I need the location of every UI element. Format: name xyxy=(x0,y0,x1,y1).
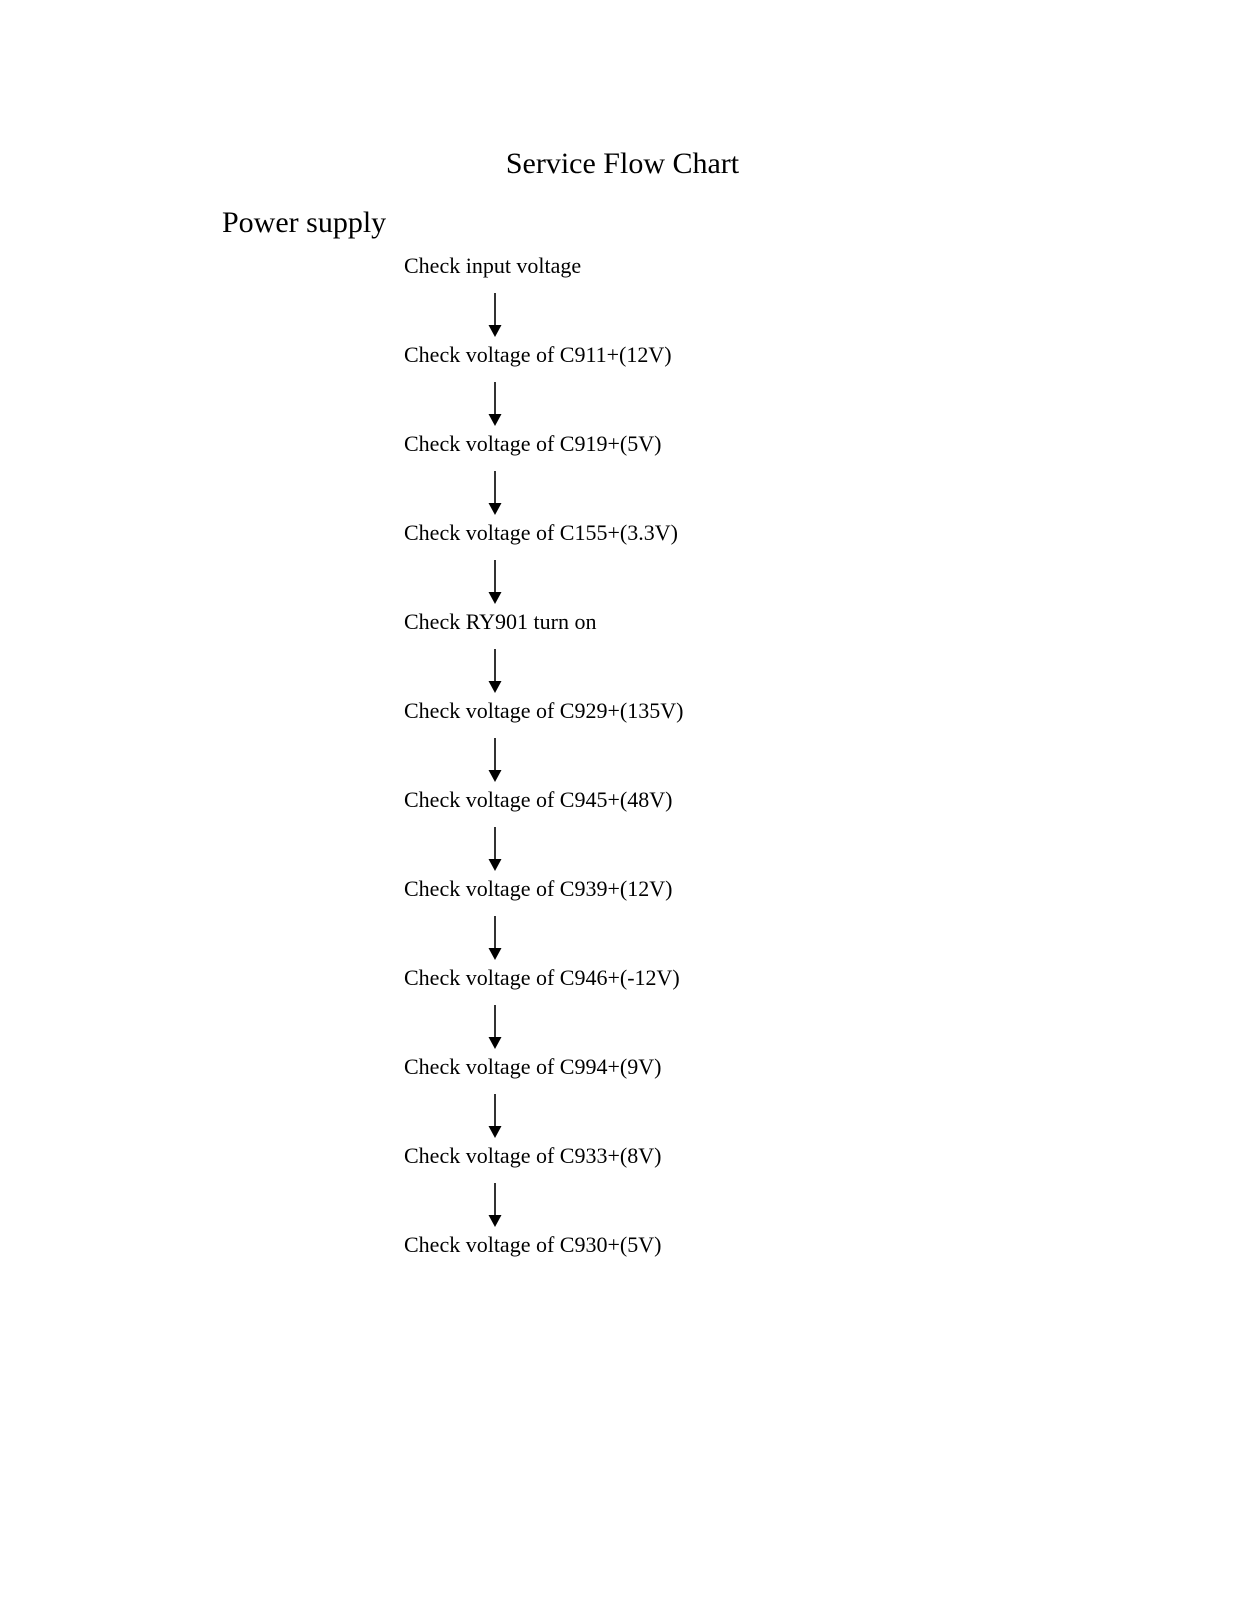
down-arrow-icon xyxy=(485,813,505,875)
down-arrow-icon xyxy=(485,1080,505,1142)
flow-step: Check RY901 turn on xyxy=(404,609,597,634)
flow-step: Check voltage of C155+(3.3V) xyxy=(404,520,678,545)
flow-step: Check voltage of C933+(8V) xyxy=(404,1143,662,1168)
section-title: Power supply xyxy=(222,206,387,239)
flow-step: Check voltage of C994+(9V) xyxy=(404,1054,662,1079)
down-arrow-icon xyxy=(485,991,505,1053)
flow-step: Check input voltage xyxy=(404,253,582,278)
flow-step: Check voltage of C929+(135V) xyxy=(404,698,684,723)
down-arrow-icon xyxy=(485,279,505,341)
flow-step: Check voltage of C945+(48V) xyxy=(404,787,673,812)
down-arrow-icon xyxy=(485,457,505,519)
down-arrow-icon xyxy=(485,1169,505,1231)
down-arrow-icon xyxy=(485,902,505,964)
down-arrow-icon xyxy=(485,546,505,608)
down-arrow-icon xyxy=(485,368,505,430)
flow-chart xyxy=(404,252,683,1258)
down-arrow-icon xyxy=(485,635,505,697)
flow-step: Check voltage of C919+(5V) xyxy=(404,431,662,456)
page-title: Service Flow Chart xyxy=(505,147,740,180)
flow-step: Check voltage of C946+(-12V) xyxy=(404,965,680,990)
flow-step: Check voltage of C911+(12V) xyxy=(404,342,672,367)
flow-step: Check voltage of C939+(12V) xyxy=(404,876,673,901)
down-arrow-icon xyxy=(485,724,505,786)
flow-step: Check voltage of C930+(5V) xyxy=(404,1232,662,1257)
